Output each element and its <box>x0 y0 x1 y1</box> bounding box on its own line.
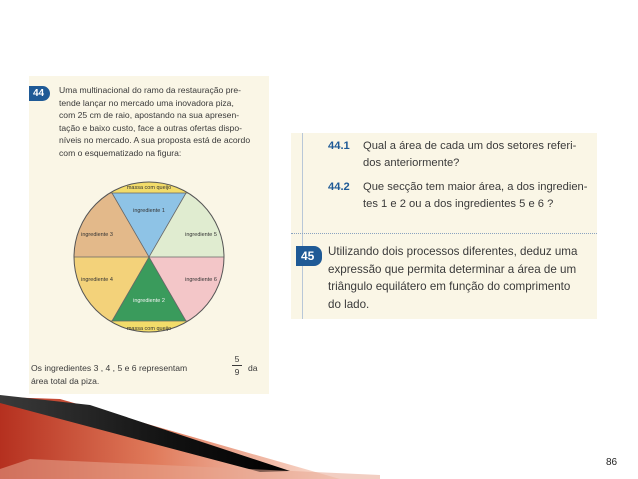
problem-44-1 <box>328 138 628 172</box>
fraction-denominator: 9 <box>234 367 240 377</box>
margin-rule <box>302 133 303 319</box>
fraction-5-9 <box>232 354 242 377</box>
problem-44-text: Uma multinacional do ramo da restauração pre- tende lançar no mercado uma inovadora piza, com 25 cm de raio, apostando na sua apresen- tação e baixo custo, face a outras ofertas dispo- níveis no mercado. A sua proposta está de acordo com o esquematizado na figura: <box>59 85 251 158</box>
band-top-label: massa com queijo <box>126 185 172 191</box>
problem-45-badge: 45 <box>296 246 322 266</box>
problem-44-2-text: Que secção tem maior área, a dos ingredien- tes 1 e 2 ou a dos ingredientes 5 e 6 ? <box>363 181 588 210</box>
label-ingrediente-5: ingrediente 5 <box>185 232 217 238</box>
problem-45-text: Utilizando dois processos diferentes, deduz uma expressão que permita determinar a área de um triângulo equilátero em função do comprimento do lado. <box>328 245 578 311</box>
problem-44-2-number: 44.2 <box>328 181 350 193</box>
problems-right-panel <box>291 133 597 319</box>
label-ingrediente-1: ingrediente 1 <box>133 208 165 214</box>
caption-line-1 <box>31 362 187 375</box>
problem-44-2 <box>328 179 628 213</box>
label-ingrediente-6: ingrediente 6 <box>185 277 217 283</box>
fraction-numerator: 5 <box>234 354 240 364</box>
label-ingrediente-2: ingrediente 2 <box>133 298 165 304</box>
problem-44-panel <box>29 76 269 394</box>
problem-44-badge: 44 <box>29 86 50 101</box>
decorative-ribbon <box>0 389 400 479</box>
problem-44-1-number: 44.1 <box>328 140 350 152</box>
pizza-sectors <box>69 177 229 337</box>
section-divider <box>291 233 597 234</box>
caption-line-2: área total da piza. <box>31 376 100 386</box>
caption-before: Os ingredientes 3 , 4 , 5 e 6 representam <box>31 363 188 373</box>
pizza-figure <box>29 177 269 377</box>
band-bottom-label: massa com queijo <box>126 326 172 332</box>
problem-44-1-text: Qual a área de cada um dos setores referi- dos anteriormente? <box>363 140 577 169</box>
label-ingrediente-3: ingrediente 3 <box>81 232 113 238</box>
caption-after: da <box>248 363 258 373</box>
label-ingrediente-4: ingrediente 4 <box>81 277 113 283</box>
page-number: 86 <box>606 457 618 468</box>
